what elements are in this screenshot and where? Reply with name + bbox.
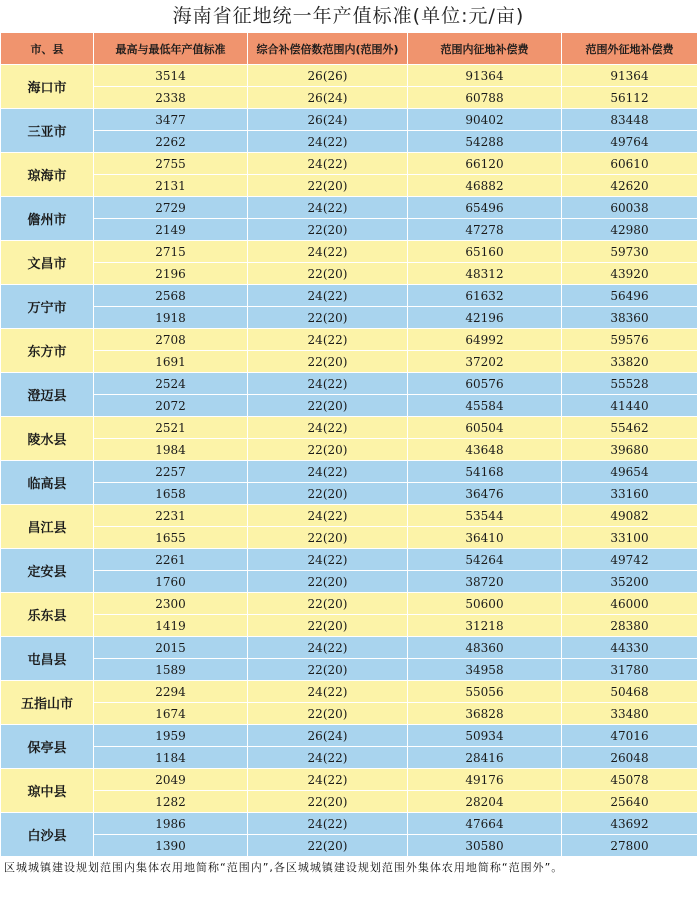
inside-compensation-cell: 64992 <box>408 329 562 351</box>
annual-output-cell: 1691 <box>94 351 248 373</box>
outside-compensation-cell: 43692 <box>562 813 697 835</box>
outside-compensation-cell: 38360 <box>562 307 697 329</box>
multiplier-cell: 26(26) <box>248 65 408 87</box>
city-cell: 白沙县 <box>1 813 94 857</box>
annual-output-cell: 2755 <box>94 153 248 175</box>
annual-output-cell: 1984 <box>94 439 248 461</box>
multiplier-cell: 22(20) <box>248 351 408 373</box>
table-row <box>1 681 697 703</box>
page-title: 海南省征地统一年产值标准(单位:元/亩) <box>172 5 525 27</box>
city-cell: 万宁市 <box>1 285 94 329</box>
annual-output-cell: 2149 <box>94 219 248 241</box>
table-row <box>1 175 697 197</box>
inside-compensation-cell: 31218 <box>408 615 562 637</box>
city-cell: 保亭县 <box>1 725 94 769</box>
inside-compensation-cell: 54168 <box>408 461 562 483</box>
inside-compensation-cell: 30580 <box>408 835 562 857</box>
inside-compensation-cell: 36828 <box>408 703 562 725</box>
annual-output-cell: 1655 <box>94 527 248 549</box>
outside-compensation-cell: 49082 <box>562 505 697 527</box>
city-cell: 海口市 <box>1 65 94 109</box>
multiplier-cell: 24(22) <box>248 637 408 659</box>
outside-compensation-cell: 41440 <box>562 395 697 417</box>
outside-compensation-cell: 55462 <box>562 417 697 439</box>
multiplier-cell: 24(22) <box>248 505 408 527</box>
table-row <box>1 549 697 571</box>
multiplier-cell: 24(22) <box>248 373 408 395</box>
annual-output-cell: 1760 <box>94 571 248 593</box>
table-row <box>1 813 697 835</box>
inside-compensation-cell: 54288 <box>408 131 562 153</box>
outside-compensation-cell: 47016 <box>562 725 697 747</box>
table-row <box>1 153 697 175</box>
multiplier-cell: 22(20) <box>248 307 408 329</box>
outside-compensation-cell: 42980 <box>562 219 697 241</box>
table-row <box>1 439 697 461</box>
multiplier-cell: 22(20) <box>248 395 408 417</box>
outside-compensation-cell: 35200 <box>562 571 697 593</box>
annual-output-cell: 2015 <box>94 637 248 659</box>
inside-compensation-cell: 43648 <box>408 439 562 461</box>
inside-compensation-cell: 28204 <box>408 791 562 813</box>
inside-compensation-cell: 36410 <box>408 527 562 549</box>
inside-compensation-cell: 55056 <box>408 681 562 703</box>
header-inside-compensation: 范围内征地补偿费 <box>408 33 562 65</box>
outside-compensation-cell: 25640 <box>562 791 697 813</box>
multiplier-cell: 22(20) <box>248 659 408 681</box>
outside-compensation-cell: 49764 <box>562 131 697 153</box>
table-row <box>1 109 697 131</box>
multiplier-cell: 22(20) <box>248 483 408 505</box>
city-cell: 三亚市 <box>1 109 94 153</box>
table-row <box>1 329 697 351</box>
inside-compensation-cell: 53544 <box>408 505 562 527</box>
header-annual-output: 最高与最低年产值标准 <box>94 33 248 65</box>
inside-compensation-cell: 38720 <box>408 571 562 593</box>
annual-output-cell: 1419 <box>94 615 248 637</box>
inside-compensation-cell: 46882 <box>408 175 562 197</box>
inside-compensation-cell: 49176 <box>408 769 562 791</box>
inside-compensation-cell: 66120 <box>408 153 562 175</box>
header-outside-compensation: 范围外征地补偿费 <box>562 33 697 65</box>
inside-compensation-cell: 28416 <box>408 747 562 769</box>
outside-compensation-cell: 33820 <box>562 351 697 373</box>
outside-compensation-cell: 28380 <box>562 615 697 637</box>
outside-compensation-cell: 27800 <box>562 835 697 857</box>
inside-compensation-cell: 47278 <box>408 219 562 241</box>
multiplier-cell: 26(24) <box>248 87 408 109</box>
header-multiplier: 综合补偿倍数范围内(范围外) <box>248 33 408 65</box>
outside-compensation-cell: 44330 <box>562 637 697 659</box>
annual-output-cell: 1589 <box>94 659 248 681</box>
table-row <box>1 87 697 109</box>
outside-compensation-cell: 59576 <box>562 329 697 351</box>
inside-compensation-cell: 61632 <box>408 285 562 307</box>
table-row <box>1 373 697 395</box>
outside-compensation-cell: 33480 <box>562 703 697 725</box>
inside-compensation-cell: 36476 <box>408 483 562 505</box>
multiplier-cell: 24(22) <box>248 285 408 307</box>
inside-compensation-cell: 90402 <box>408 109 562 131</box>
multiplier-cell: 22(20) <box>248 703 408 725</box>
inside-compensation-cell: 60504 <box>408 417 562 439</box>
city-cell: 定安县 <box>1 549 94 593</box>
annual-output-cell: 2294 <box>94 681 248 703</box>
outside-compensation-cell: 55528 <box>562 373 697 395</box>
inside-compensation-cell: 91364 <box>408 65 562 87</box>
table-row <box>1 527 697 549</box>
annual-output-cell: 2524 <box>94 373 248 395</box>
inside-compensation-cell: 60788 <box>408 87 562 109</box>
city-cell: 五指山市 <box>1 681 94 725</box>
table-header-row <box>1 33 697 65</box>
annual-output-cell: 1658 <box>94 483 248 505</box>
annual-output-cell: 1918 <box>94 307 248 329</box>
table-row <box>1 791 697 813</box>
annual-output-cell: 2196 <box>94 263 248 285</box>
multiplier-cell: 22(20) <box>248 175 408 197</box>
annual-output-cell: 2708 <box>94 329 248 351</box>
outside-compensation-cell: 26048 <box>562 747 697 769</box>
outside-compensation-cell: 45078 <box>562 769 697 791</box>
table-row <box>1 835 697 857</box>
outside-compensation-cell: 60038 <box>562 197 697 219</box>
annual-output-cell: 2715 <box>94 241 248 263</box>
table-row <box>1 593 697 615</box>
multiplier-cell: 22(20) <box>248 593 408 615</box>
annual-output-cell: 1282 <box>94 791 248 813</box>
multiplier-cell: 24(22) <box>248 549 408 571</box>
multiplier-cell: 24(22) <box>248 747 408 769</box>
city-cell: 儋州市 <box>1 197 94 241</box>
outside-compensation-cell: 60610 <box>562 153 697 175</box>
inside-compensation-cell: 45584 <box>408 395 562 417</box>
outside-compensation-cell: 56112 <box>562 87 697 109</box>
table-row <box>1 307 697 329</box>
annual-output-cell: 2231 <box>94 505 248 527</box>
inside-compensation-cell: 48312 <box>408 263 562 285</box>
multiplier-cell: 24(22) <box>248 769 408 791</box>
outside-compensation-cell: 49654 <box>562 461 697 483</box>
inside-compensation-cell: 48360 <box>408 637 562 659</box>
table-body <box>1 65 697 857</box>
table-row <box>1 219 697 241</box>
inside-compensation-cell: 47664 <box>408 813 562 835</box>
table-row <box>1 263 697 285</box>
outside-compensation-cell: 56496 <box>562 285 697 307</box>
inside-compensation-cell: 34958 <box>408 659 562 681</box>
multiplier-cell: 22(20) <box>248 219 408 241</box>
annual-output-cell: 2729 <box>94 197 248 219</box>
table-row <box>1 659 697 681</box>
outside-compensation-cell: 39680 <box>562 439 697 461</box>
city-cell: 琼中县 <box>1 769 94 813</box>
inside-compensation-cell: 65160 <box>408 241 562 263</box>
annual-output-cell: 2072 <box>94 395 248 417</box>
multiplier-cell: 24(22) <box>248 131 408 153</box>
inside-compensation-cell: 42196 <box>408 307 562 329</box>
table-row <box>1 571 697 593</box>
annual-output-cell: 2049 <box>94 769 248 791</box>
multiplier-cell: 24(22) <box>248 417 408 439</box>
multiplier-cell: 24(22) <box>248 197 408 219</box>
outside-compensation-cell: 43920 <box>562 263 697 285</box>
multiplier-cell: 24(22) <box>248 813 408 835</box>
annual-output-cell: 2521 <box>94 417 248 439</box>
footnote: 区城城镇建设规划范围内集体农用地简称“范围内”,各区城城镇建设规划范围外集体农用地简称“范围外”。 <box>4 861 564 874</box>
outside-compensation-cell: 83448 <box>562 109 697 131</box>
table-row <box>1 461 697 483</box>
annual-output-cell: 2261 <box>94 549 248 571</box>
outside-compensation-cell: 31780 <box>562 659 697 681</box>
inside-compensation-cell: 60576 <box>408 373 562 395</box>
table-row <box>1 197 697 219</box>
multiplier-cell: 22(20) <box>248 571 408 593</box>
table-row <box>1 285 697 307</box>
city-cell: 乐东县 <box>1 593 94 637</box>
multiplier-cell: 24(22) <box>248 329 408 351</box>
city-cell: 昌江县 <box>1 505 94 549</box>
table-row <box>1 637 697 659</box>
multiplier-cell: 22(20) <box>248 615 408 637</box>
multiplier-cell: 24(22) <box>248 241 408 263</box>
outside-compensation-cell: 91364 <box>562 65 697 87</box>
table-row <box>1 65 697 87</box>
annual-output-cell: 2338 <box>94 87 248 109</box>
annual-output-cell: 3477 <box>94 109 248 131</box>
city-cell: 琼海市 <box>1 153 94 197</box>
inside-compensation-cell: 50600 <box>408 593 562 615</box>
annual-output-cell: 1674 <box>94 703 248 725</box>
annual-output-cell: 2568 <box>94 285 248 307</box>
inside-compensation-cell: 65496 <box>408 197 562 219</box>
city-cell: 文昌市 <box>1 241 94 285</box>
multiplier-cell: 22(20) <box>248 791 408 813</box>
table-row <box>1 769 697 791</box>
multiplier-cell: 26(24) <box>248 109 408 131</box>
table-row <box>1 483 697 505</box>
annual-output-cell: 1184 <box>94 747 248 769</box>
multiplier-cell: 22(20) <box>248 835 408 857</box>
multiplier-cell: 24(22) <box>248 681 408 703</box>
land-compensation-table <box>0 32 697 857</box>
header-city: 市、县 <box>1 33 94 65</box>
outside-compensation-cell: 49742 <box>562 549 697 571</box>
table-row <box>1 241 697 263</box>
inside-compensation-cell: 37202 <box>408 351 562 373</box>
table-row <box>1 615 697 637</box>
table-row <box>1 351 697 373</box>
annual-output-cell: 1986 <box>94 813 248 835</box>
outside-compensation-cell: 50468 <box>562 681 697 703</box>
table-row <box>1 417 697 439</box>
multiplier-cell: 22(20) <box>248 263 408 285</box>
annual-output-cell: 1390 <box>94 835 248 857</box>
outside-compensation-cell: 46000 <box>562 593 697 615</box>
outside-compensation-cell: 42620 <box>562 175 697 197</box>
multiplier-cell: 26(24) <box>248 725 408 747</box>
table-row <box>1 703 697 725</box>
annual-output-cell: 3514 <box>94 65 248 87</box>
annual-output-cell: 2262 <box>94 131 248 153</box>
city-cell: 东方市 <box>1 329 94 373</box>
multiplier-cell: 22(20) <box>248 439 408 461</box>
outside-compensation-cell: 33160 <box>562 483 697 505</box>
outside-compensation-cell: 33100 <box>562 527 697 549</box>
city-cell: 屯昌县 <box>1 637 94 681</box>
inside-compensation-cell: 54264 <box>408 549 562 571</box>
table-row <box>1 505 697 527</box>
city-cell: 澄迈县 <box>1 373 94 417</box>
inside-compensation-cell: 50934 <box>408 725 562 747</box>
table-row <box>1 725 697 747</box>
multiplier-cell: 22(20) <box>248 527 408 549</box>
outside-compensation-cell: 59730 <box>562 241 697 263</box>
annual-output-cell: 1959 <box>94 725 248 747</box>
annual-output-cell: 2131 <box>94 175 248 197</box>
table-row <box>1 131 697 153</box>
city-cell: 临高县 <box>1 461 94 505</box>
annual-output-cell: 2257 <box>94 461 248 483</box>
multiplier-cell: 24(22) <box>248 153 408 175</box>
multiplier-cell: 24(22) <box>248 461 408 483</box>
city-cell: 陵水县 <box>1 417 94 461</box>
table-row <box>1 747 697 769</box>
annual-output-cell: 2300 <box>94 593 248 615</box>
table-row <box>1 395 697 417</box>
